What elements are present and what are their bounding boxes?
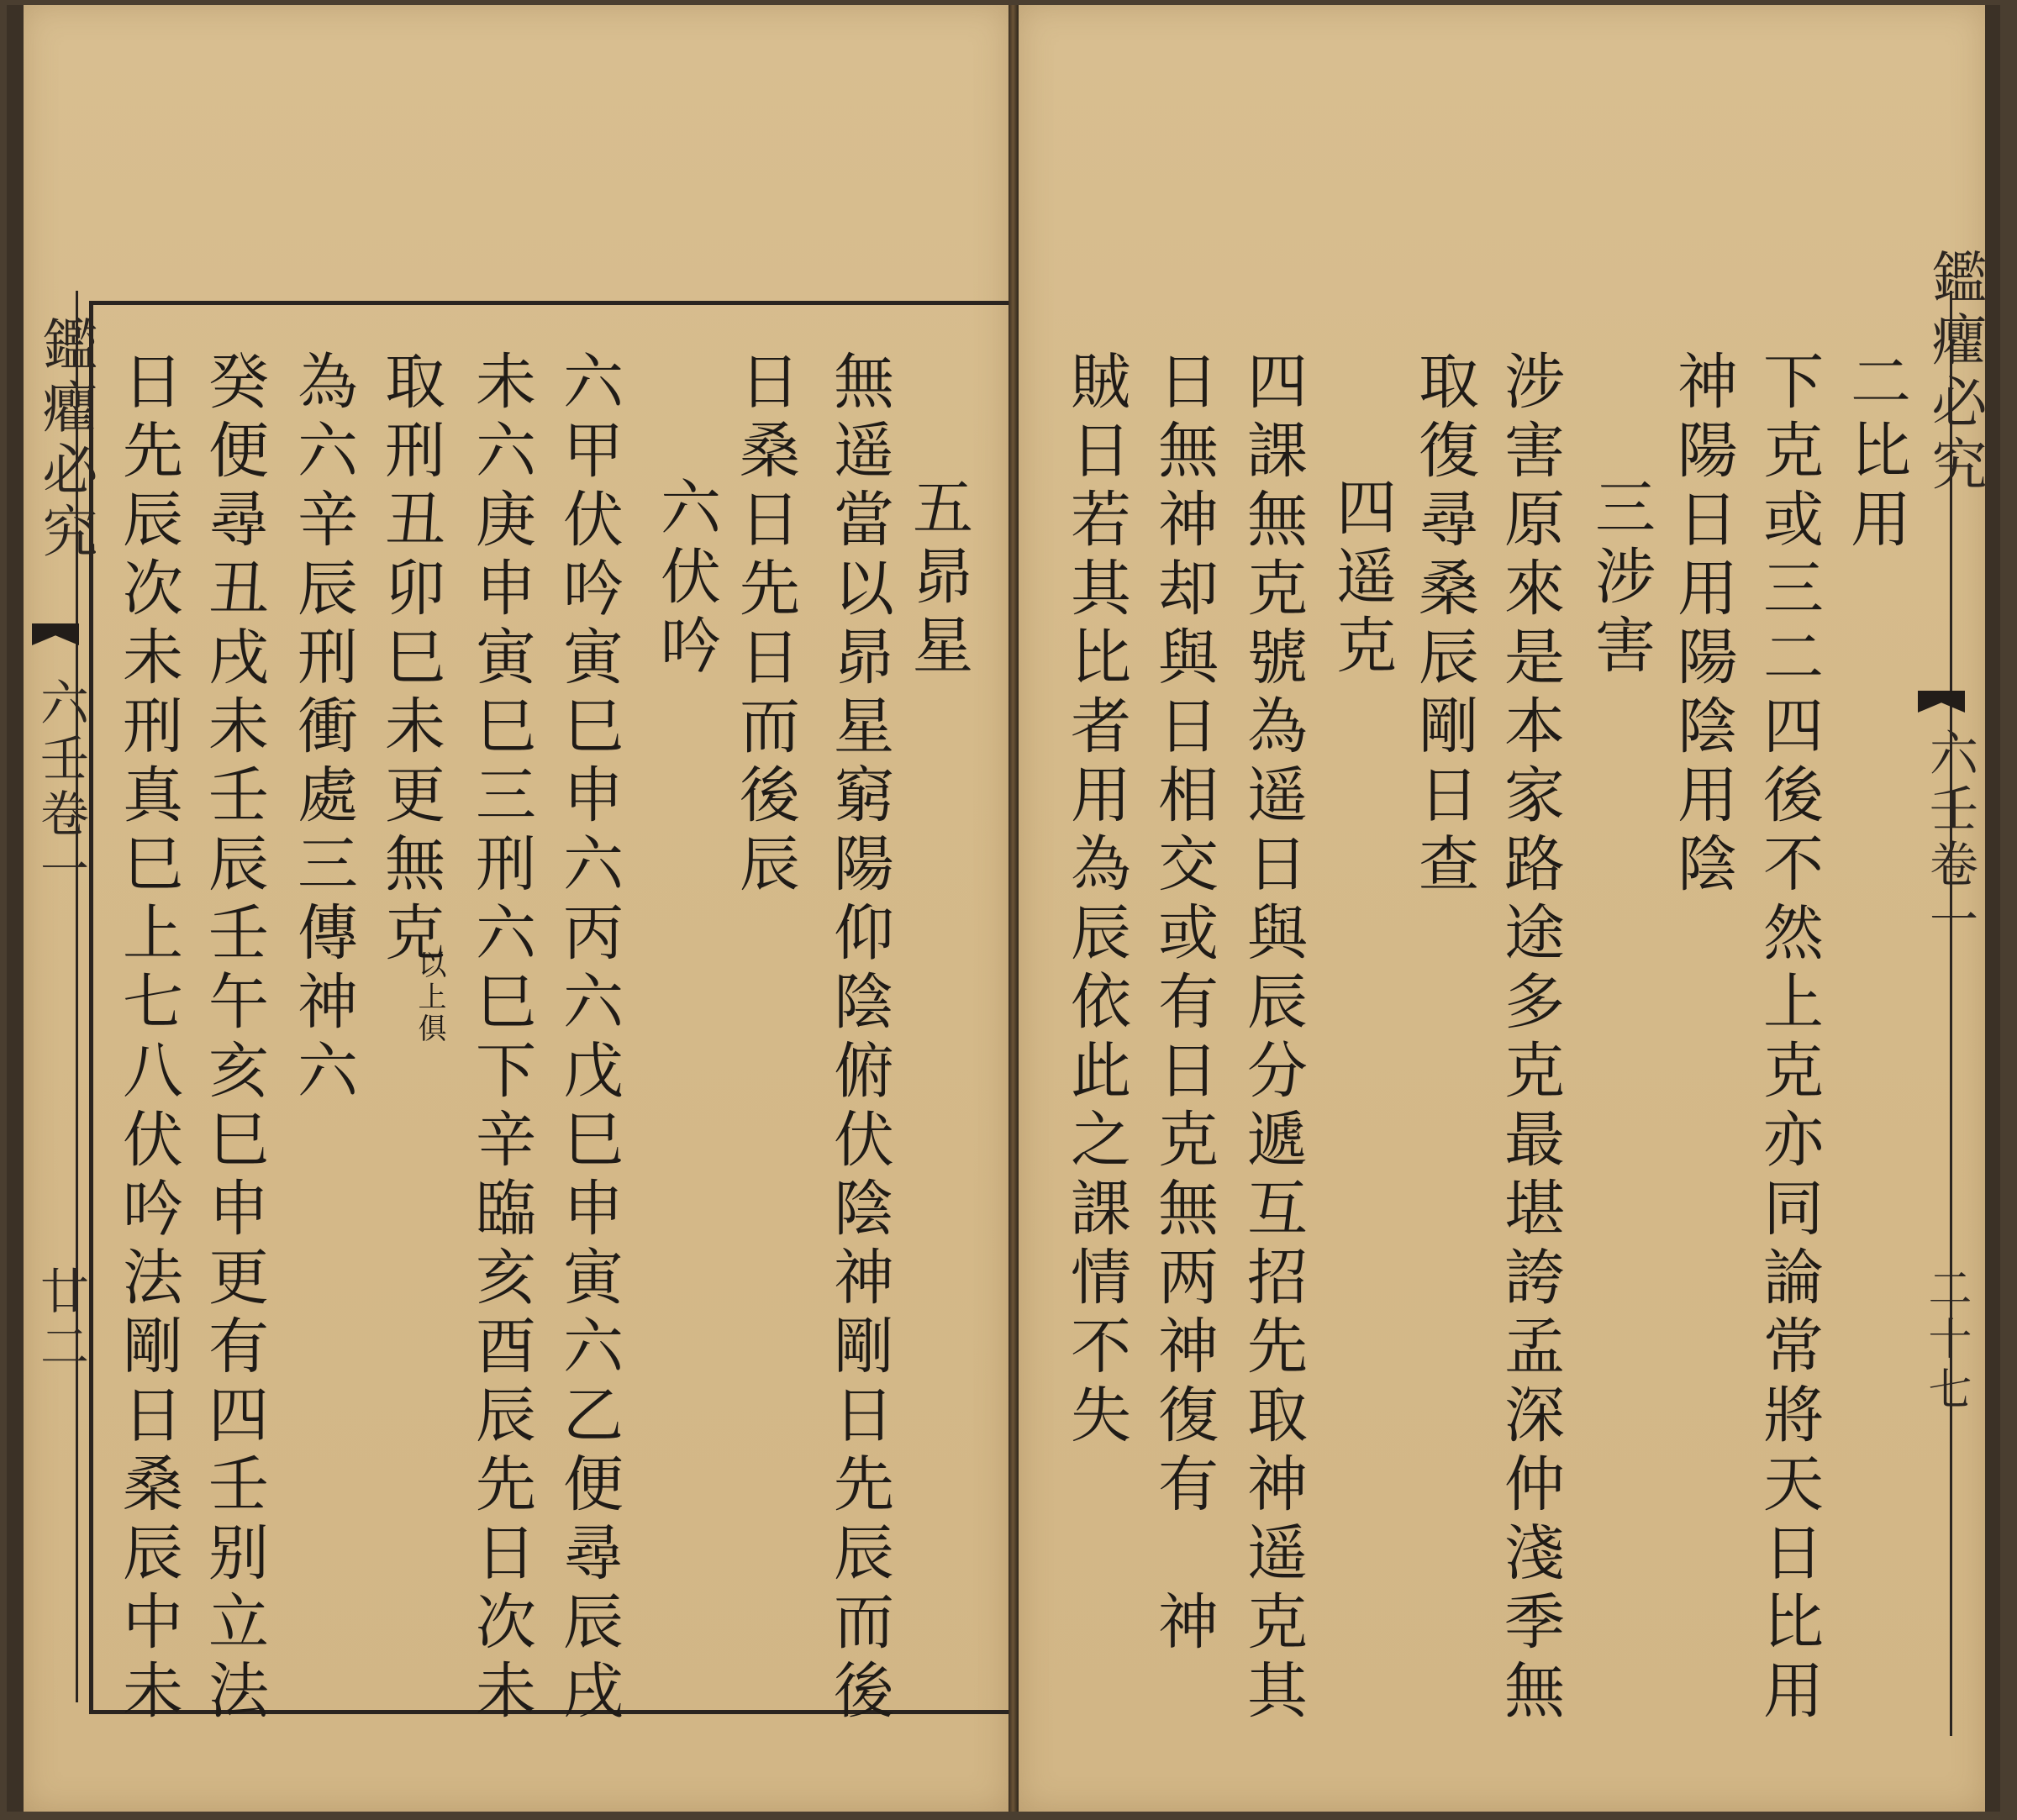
heading-wu-mao-xing: 五昴星 xyxy=(903,476,973,682)
book-spread xyxy=(7,5,2000,1812)
text-column: 涉害原來是本家路途多克最堪誇孟深仲淺季無 xyxy=(1494,350,1565,1728)
left-leaf xyxy=(24,5,1008,1812)
heading-er-bi-yong: 二比用 xyxy=(1841,350,1911,556)
text-column: 未六庚申寅巳三刑六巳下辛臨亥酉辰先日次未 xyxy=(466,350,536,1728)
text-column: 日無神却與日相交或有日克無两神復有 神 xyxy=(1148,350,1219,1659)
left-margin-title: 鑑癯必究 xyxy=(33,316,97,565)
book-gutter xyxy=(1008,5,1019,1812)
left-margin-section: 六壬卷一 xyxy=(32,677,89,899)
text-column: 癸便尋丑戌未壬辰壬午亥巳申更有四壬别立法 xyxy=(198,350,269,1728)
right-margin-title: 鑑癯必究 xyxy=(1922,249,1987,497)
text-column: 四課無克號為遥日與辰分遞互招先取神遥克其 xyxy=(1237,350,1308,1728)
annotation-column: 以上俱 xyxy=(413,949,446,1045)
right-margin-folio: 二十七 xyxy=(1920,1265,1971,1417)
left-fishtail-mark xyxy=(32,623,79,645)
right-leaf xyxy=(1019,5,1985,1812)
right-fishtail-mark xyxy=(1918,691,1965,713)
heading-si-yao-ke: 四遥克 xyxy=(1326,476,1397,682)
text-column: 取復尋桑辰剛日查 xyxy=(1409,350,1479,901)
right-margin-rule xyxy=(1950,291,1952,1736)
text-column: 無遥當以昴星窮陽仰陰俯伏陰神剛日先辰而後 xyxy=(824,350,894,1728)
text-column: 日桑日先日而後辰 xyxy=(729,350,800,901)
heading-san-she-hai: 三涉害 xyxy=(1585,476,1656,682)
right-margin-section: 六壬卷一 xyxy=(1921,728,1978,949)
text-column: 六甲伏吟寅巳申六丙六戊巳申寅六乙便尋辰戌 xyxy=(553,350,624,1728)
text-column: 為六辛辰刑衝處三傳神六 xyxy=(287,350,358,1107)
text-column: 下克或三二四後不然上克亦同論常將天日比用 xyxy=(1753,350,1824,1728)
text-column: 取刑丑卯巳未更無克 xyxy=(375,350,445,970)
heading-liu-fu-yin: 六伏吟 xyxy=(650,476,721,682)
left-margin-folio: 廿二 xyxy=(32,1265,89,1376)
text-column: 神陽日用陽陰用陰 xyxy=(1667,350,1738,901)
text-column: 賊日若其比者用為辰依此之課情不失 xyxy=(1061,350,1131,1452)
text-column: 日先辰次未刑真巳上七八伏吟法剛日桑辰中未 xyxy=(113,350,183,1728)
